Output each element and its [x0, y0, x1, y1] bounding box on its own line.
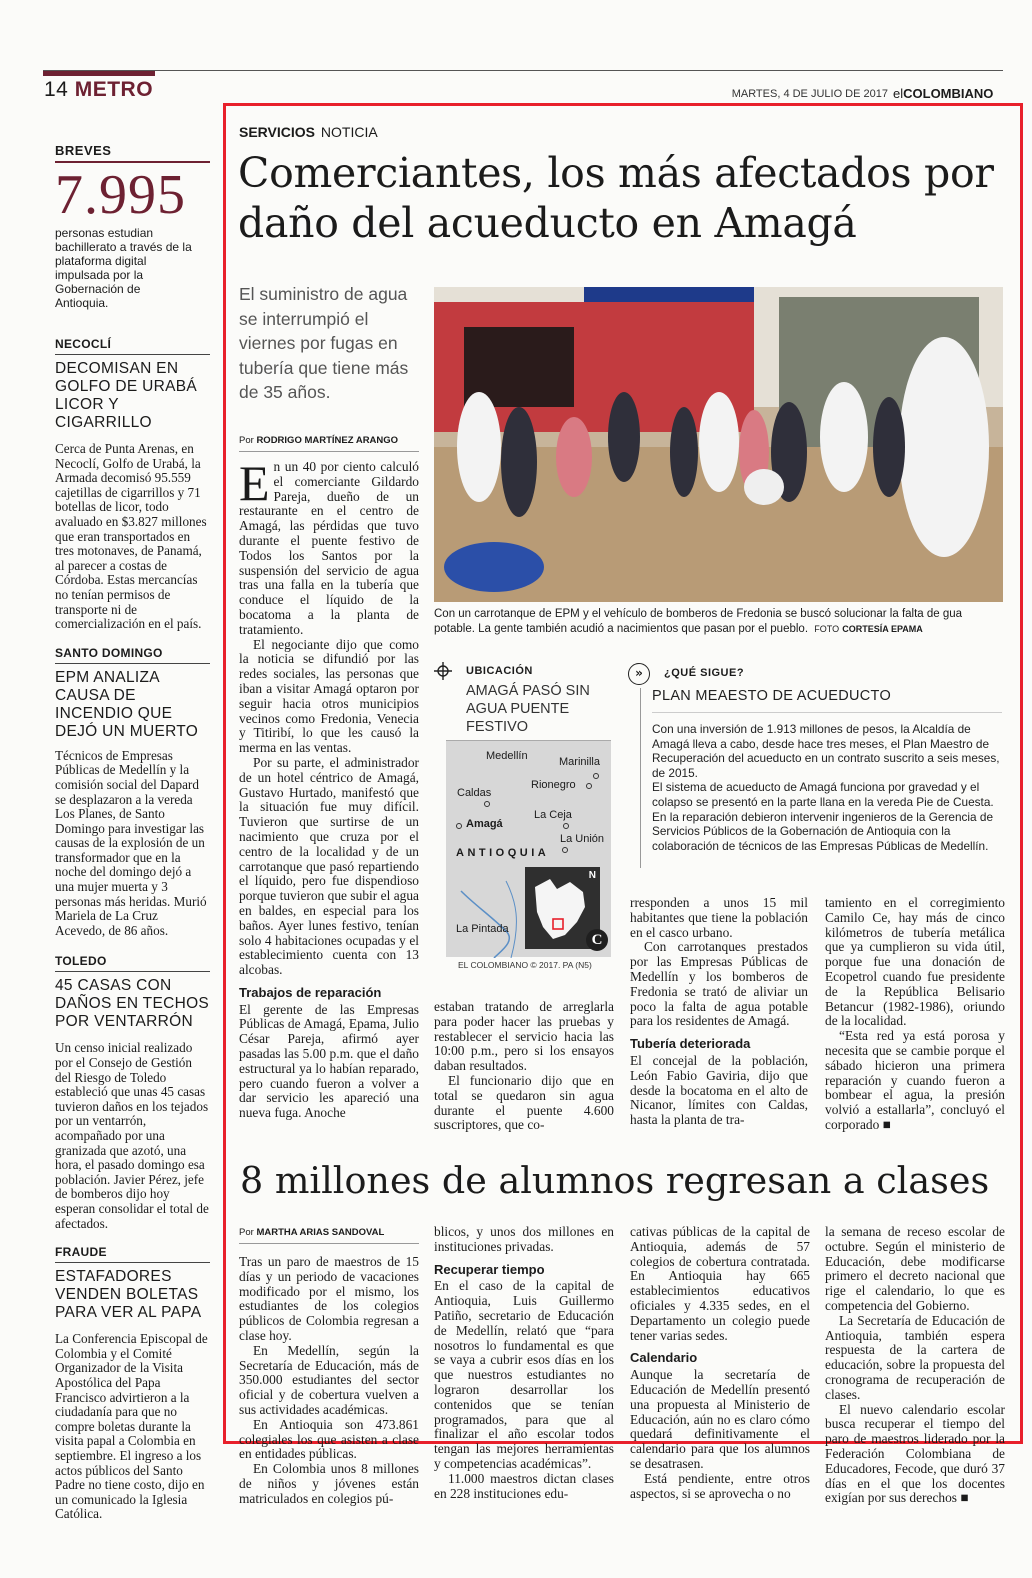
article2-headline: 8 millones de alumnos regresan a clases	[240, 1159, 990, 1202]
section-color-bar	[43, 71, 155, 76]
map-town: Marinilla	[559, 756, 600, 768]
section-name: METRO	[74, 78, 154, 101]
masthead	[893, 86, 993, 101]
article-paragraph: Tras un paro de maestros de 15 días y un periodo de vacaciones modificado por el mismo, los estudiantes de los colegios públicos de Colombia regresan a clase hoy.	[239, 1254, 419, 1343]
article-paragraph: El concejal de la población, León Fabio Gaviria, dijo que desde la bocatoma en el alto de Nicanor, límites con Caldas, hasta la planta de tra-	[630, 1052, 808, 1128]
article-paragraph: estaban tratando de arreglarla para poder hacer las pruebas y restablecer el servicio hacia las 10:00 p.m., pero si los ensayos daban resultados.	[434, 999, 614, 1074]
article-paragraph: Está pendiente, entre otros aspectos, si se aprovecha o no	[630, 1470, 810, 1501]
page-date: MARTES, 4 DE JULIO DE 2017	[731, 88, 888, 100]
photo-credit-label: FOTO	[814, 624, 840, 634]
map-credit: EL COLOMBIANO © 2017. PA (N5)	[458, 960, 592, 970]
article2-column-3	[630, 1225, 810, 1501]
brief-body-necocli: Cerca de Punta Arenas, en Necoclí, Golfo de Urabá, la Armada decomisó 95.559 cajetillas de cigarrillos y 71 botellas de licor, todo avaluado en $3.827 millones que eran transportados en tres motonaves, de Panamá, al parecer a costas de Córdoba. Estas mercancías no tenían permisos de transporte ni de comercialización en el país.	[55, 441, 207, 632]
location-box	[434, 660, 614, 972]
map-town: La Unión	[560, 833, 605, 845]
article-paragraph: tamiento en el corregimiento Camilo Ce, hay más de cinco kilómetros de tubería metálica que ya cumplieron su vida útil, porque fue una donación de Ecopetrol cuando fue presidente de la República Belisario Betancur (1982-1986), oriundo de la localidad.	[825, 895, 1005, 1029]
map-town: Caldas	[457, 787, 492, 799]
article-paragraph: En Antioquia son 473.861 colegiales los que asisten a clase en entidades públicas.	[239, 1416, 419, 1462]
brief-body-toledo: Un censo inicial realizado por el Consejo de Gestión del Riesgo de Toledo estableció que unas 45 casas tuvieron daños en los tejados por un ventarrón, acompañado por una granizada que azotó, una hora, el pasado domingo esa población. Javier Pérez, jefe de bomberos dijo hoy esperan consolidar el total de afectados.	[55, 1040, 209, 1231]
next-divider	[640, 688, 641, 868]
article2-column-4	[825, 1225, 1005, 1506]
article2-byline	[239, 1227, 419, 1244]
article-paragraph: rresponden a unos 15 mil habitantes que tiene la población en el casco urbano.	[630, 895, 808, 940]
brief-headline-toledo: 45 CASAS CON DAÑOS EN TECHOS POR VENTARRÓN	[55, 977, 210, 1031]
map-region: ANTIOQUIA	[456, 847, 550, 859]
brief-body-fraude: La Conferencia Episcopal de Colombia y el Comité Organizador de la Visita Apostólica del Papa Francisco advirtieron a la ciudadanía para que no compre boletas durante la visita papal a Colombia en septiembre. El ingreso a los actos públicos del Santo Padre no tiene costo, dijo en un comunicado la Iglesia Católica.	[55, 1331, 208, 1522]
byline-prefix: Por	[239, 435, 254, 446]
article-paragraph: cativas públicas de la capital de Antioquia, además de 57 colegios de cobertura contratada. En Antioquia hay 665 establecimientos educativos oficiales y 4.335 sedes, en el Departamento un colegio puede tener varias sedes.	[630, 1224, 810, 1343]
colombiano-logo-icon: C	[586, 929, 608, 951]
map-dot	[456, 823, 462, 829]
article-column-3	[630, 896, 808, 1128]
location-map	[446, 740, 611, 957]
article2-column-1	[239, 1255, 419, 1507]
stat-text: personas estudian bachillerato a través de la plataforma digital impulsada por la Gobernación de Antioquia.	[55, 226, 192, 310]
caption-text: Con un carrotanque de EPM y el vehículo de bomberos de Fredonia se buscó solucionar la falta de gua potable. La gente también acudió a nacimientos que pasan por el pueblo.	[434, 608, 963, 635]
byline-prefix: Por	[239, 1227, 254, 1238]
map-town-highlight: Amagá	[466, 818, 503, 830]
briefs-column	[55, 143, 210, 1522]
north-label: N	[588, 870, 596, 881]
article-paragraph: Con carrotanques prestados por las Empresas Públicas de Medellín y los bomberos de Fredonia se trató de aliviar un poco la falta de agua potable para los residentes de Amagá.	[630, 939, 808, 1029]
brief-place-santo-domingo: SANTO DOMINGO	[55, 646, 210, 664]
page-number: 14	[44, 78, 69, 101]
map-town: Rionegro	[531, 779, 576, 791]
article-paragraph: El funcionario dijo que en total se quedaron sin agua durante el puente 4.600 suscriptores, que co-	[434, 1072, 614, 1133]
masthead-prefix: el	[893, 86, 904, 101]
brief-body-santo-domingo: Técnicos de Empresas Públicas de Medellín y la comisión social del Dapard se desplazaron a la vereda Los Planes, de Santo Domingo para investigar las causas de la explosión de un transformador que en la noche del domingo dejó a una mujer muerta y 3 personas más heridas. Murió Mariela de La Cruz Acevedo, de 86 años.	[55, 747, 207, 938]
map-town: La Pintada	[456, 923, 509, 935]
byline-name: MARTHA ARIAS SANDOVAL	[256, 1227, 385, 1238]
article-paragraph: El negociante dijo que como la noticia se difundió por las redes sociales, las personas que iban a visitar Amagá optaron por seguir hacia otros municipios vecinos como Fredonia, Venecia y Titiribí, lo que les causó la merma en las ventas.	[239, 636, 419, 756]
article-column-4	[825, 896, 1005, 1133]
brief-headline-necocli: DECOMISAN EN GOLFO DE URABÁ LICOR Y CIGARRILLO	[55, 360, 198, 431]
location-title: AMAGÁ PASÓ SIN AGUA PUENTE FESTIVO	[466, 683, 590, 735]
article-paragraph: blicos, y unos dos millones en instituciones privadas.	[434, 1224, 614, 1254]
next-paragraph: Con una inversión de 1.913 millones de pesos, la Alcaldía de Amagá lleva a cabo, desde hace tres meses, el Plan Maestro de Recuperación del acueducto en un contrato suscrito a seis meses, de 2015.	[652, 722, 1000, 780]
article-paragraph: la semana de receso escolar de octubre. Según el ministerio de Educación, debe modificarse primero el decreto nacional que rige el calendario, lo que es competencia del Gobierno.	[825, 1224, 1005, 1313]
masthead-name: COLOMBIANO	[903, 86, 994, 101]
end-mark-icon: ■	[960, 1490, 969, 1506]
article2-column-2	[434, 1225, 614, 1501]
article-paragraph: El nuevo calendario escolar busca recuperar el tiempo del paro de maestros liderado por la Federación Colombiana de Educadores, Fecode, que duró 37 días en el que los docentes exigían por sus derechos ■	[825, 1401, 1005, 1506]
brief-place-toledo: TOLEDO	[55, 954, 210, 972]
kicker-section: SERVICIOS	[239, 124, 315, 140]
end-mark-icon: ■	[882, 1116, 891, 1132]
next-title: PLAN MEAESTO DE ACUEDUCTO	[652, 688, 892, 704]
news-photo	[434, 287, 1003, 602]
article-paragraph: En un 40 por ciento calculó el comerciante Gildardo Pareja, dueño de un restaurante en el centro de Amagá, las pérdidas que tuvo durante el puente festivo de Todos los Santos por la suspensión del servicio de agua tras una falla en la tubería que conduce el líquido de la bocatoma a la planta de tratamiento.	[239, 455, 419, 637]
article-paragraph: 11.000 maestros dictan clases en 228 instituciones edu-	[434, 1470, 614, 1501]
map-dot	[586, 783, 592, 789]
map-town: La Ceja	[534, 809, 572, 821]
brief-place-fraude: FRAUDE	[55, 1245, 210, 1263]
article-headline: Comerciantes, los más afectados por daño del acueducto en Amagá	[238, 149, 994, 247]
article-byline	[239, 435, 419, 452]
map-dot	[562, 847, 568, 853]
map-dot	[593, 773, 599, 779]
top-rule	[43, 70, 1003, 71]
article-paragraph: Aunque la secretaría de Educación de Medellín presentó una propuesta al Ministerio de Educación, aún no es claro cómo quedará definitivamente el calendario para que los alumnos se desatrasen.	[630, 1367, 810, 1471]
article-subhead: Trabajos de reparación	[239, 984, 382, 1000]
article-paragraph: Por su parte, el administrador de un hotel céntrico de Amagá, Gustavo Hurtado, manifestó que la situación fue muy difícil. Tuvieron que surtirse de un nacimiento que cruza por el centro de la localidad y de un carrotanque que pasó repartiendo el líquido, pero fue dispendioso porque tuvieron que subir el agua en baldes, en especial para los baños. Ayer lunes festivo, tenían solo 4 habitaciones ocupadas y el establecimiento cuenta con 13 alcobas.	[239, 754, 419, 978]
article-paragraph: En Medellín, según la Secretaría de Educación, más de 350.000 estudiantes del sector oficial y de cobertura vuelven a sus actividades académicas.	[239, 1342, 419, 1417]
brief-headline-santo-domingo: EPM ANALIZA CAUSA DE INCENDIO QUE DEJÓ UN MUERTO	[55, 668, 199, 740]
stat-number: 7.995	[55, 164, 186, 226]
article-paragraph: La Secretaría de Educación de Antioquia, también espera respuesta de la cartera de educación, sobre la propuesta del cronograma de recuperación de clases.	[825, 1312, 1005, 1402]
article-deck: El suministro de agua se interrumpió el viernes por fugas en tubería que tiene más de 35 años.	[239, 284, 409, 402]
map-dot	[484, 801, 490, 807]
next-label: ¿QUÉ SIGUE?	[664, 667, 745, 679]
brief-place-necocli: NECOCLÍ	[55, 337, 210, 355]
compass-icon	[434, 662, 452, 680]
article-subhead: Recuperar tiempo	[434, 1261, 545, 1277]
next-body	[652, 722, 1002, 853]
byline-name: RODRIGO MARTÍNEZ ARANGO	[256, 435, 399, 446]
crowd-photo-illustration	[434, 287, 1003, 602]
article-paragraph: “Esta red ya está porosa y necesita que se cambie porque el sábado hicieron una primera reparación y cuando fueron a bombear el agua, la presión volvió a estallarla”, concluyó el corporado ■	[825, 1028, 1005, 1132]
briefs-label: BREVES	[55, 143, 210, 163]
photo-credit: CORTESÍA EPAMA	[842, 624, 923, 634]
map-dot	[563, 823, 569, 829]
article-paragraph: El gerente de las Empresas Públicas de Amagá, Epama, Julio César Pareja, afirmó ayer pasadas las 5.00 p.m. que el daño estructural ya lo habían reparado, pero cuando fueron a volver a dar servicio les apareció una nueva fuga. Anoche	[239, 1001, 419, 1121]
article-column-2	[434, 1000, 614, 1133]
article-subhead: Calendario	[630, 1350, 698, 1366]
article-column-1	[239, 455, 419, 1121]
double-chevron-icon: »	[628, 663, 650, 685]
article-paragraph: En el caso de la capital de Antioquia, Luis Guillermo Patiño, secretario de Educación de Medellín, relató que “para nosotros lo fundamental es que se vaya a cubrir esos días en los que nuestros estudiantes no lograron desarrollar los contenidos que se tenían programados, para que al finalizar el año escolar todos tengan las mejores herramientas y competencias académicas”.	[434, 1278, 614, 1471]
article-kicker	[239, 124, 378, 140]
photo-caption	[434, 607, 1004, 637]
article-paragraph: En Colombia unos 8 millones de niños y jóvenes están matriculados en colegios pú-	[239, 1461, 419, 1506]
kicker-type: NOTICIA	[320, 124, 378, 140]
next-paragraph: El sistema de acueducto de Amagá funciona por gravedad y el colapso se presentó en la parte llana en la vereda Pie de Cuesta. En la reparación debieron intervenir ingenieros de la Gerencia de Servicios Públicos de la Gobernación de Antioquia con la colaboración de técnicos de las Empresas Públicas de Medellín.	[652, 780, 994, 853]
page-folio	[44, 78, 153, 102]
article-subhead: Tubería deteriorada	[630, 1036, 751, 1052]
next-rule	[652, 712, 1002, 713]
map-town: Medellín	[486, 750, 528, 762]
brief-headline-fraude: ESTAFADORES VENDEN BOLETAS PARA VER AL PAPA	[55, 1268, 202, 1322]
dropcap: E	[239, 455, 270, 511]
location-label: UBICACIÓN	[466, 665, 533, 677]
